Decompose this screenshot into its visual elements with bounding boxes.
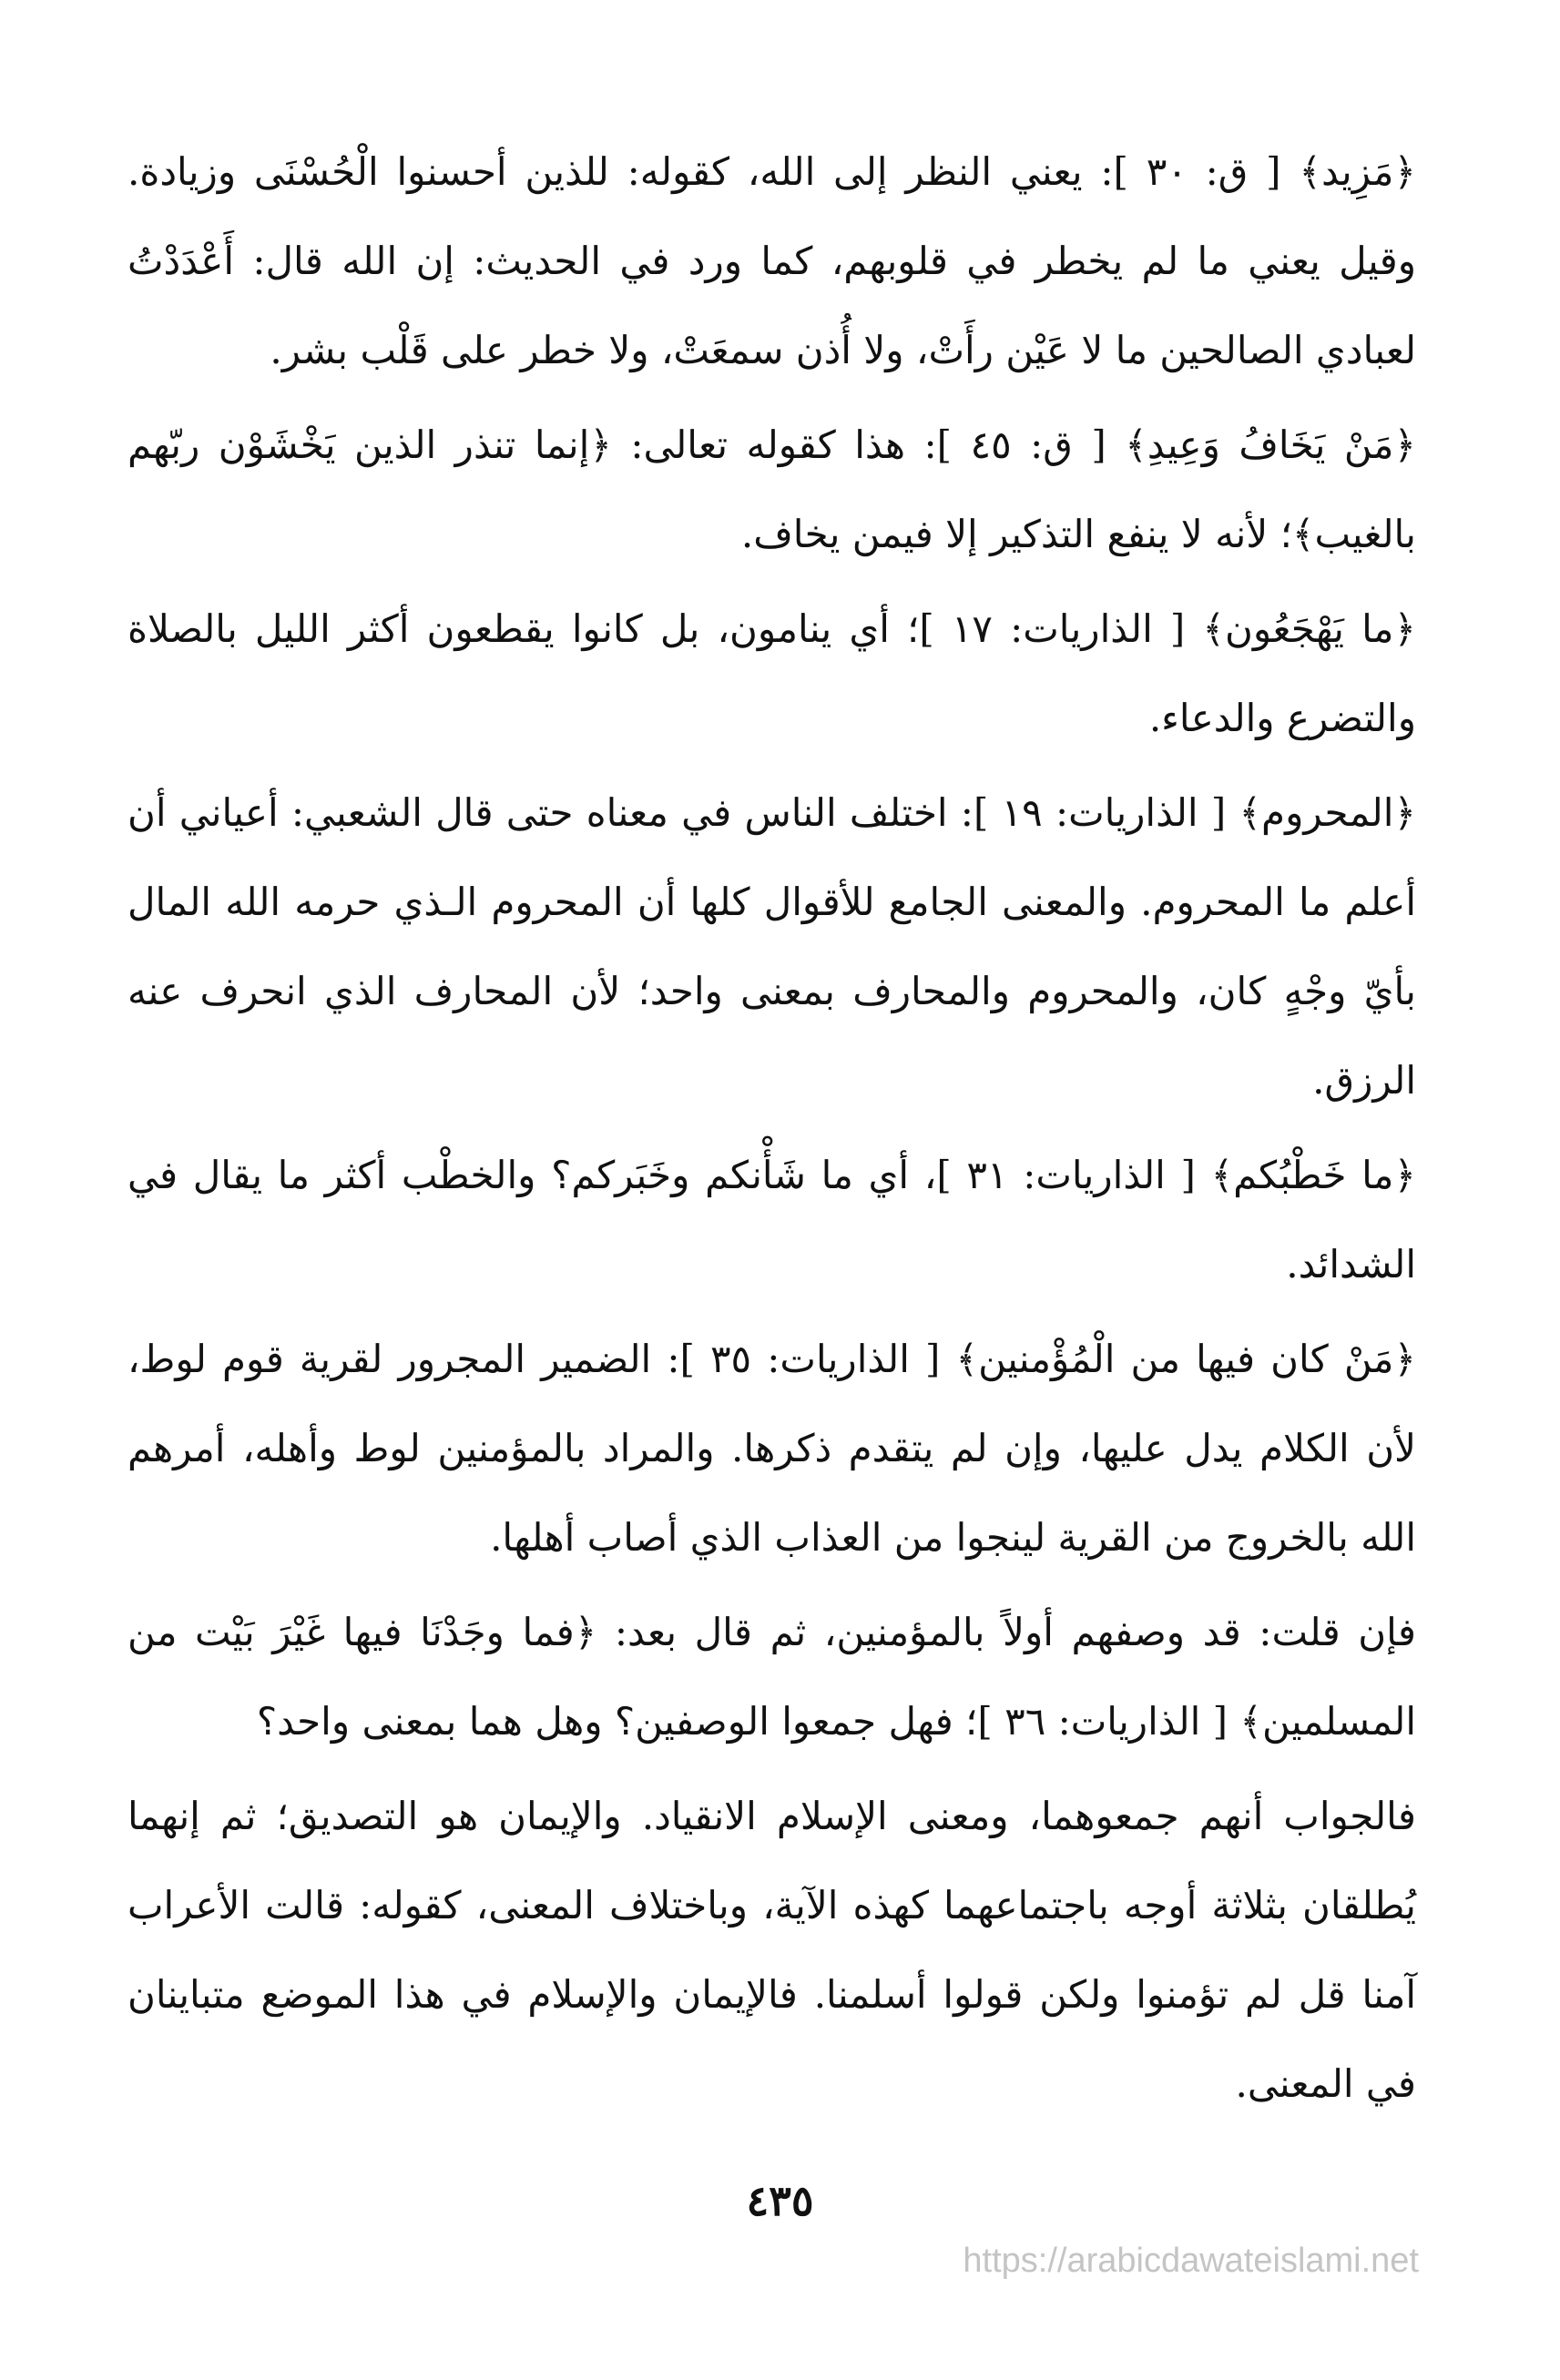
paragraph-answer: فالجواب أنهم جمعوهما، ومعنى الإسلام الانقياد. والإيمان هو التصديق؛ ثم إنهما يُطلقان بثلاثة أوجه باجتماعهما كهذه الآية، وباختلاف المعنى، كقوله: قالت الأعراب آمنا قل لم تؤمنوا ولكن قولوا أسلمنا. فالإيمان والإسلام في هذا الموضع متباينان في المعنى. <box>127 1794 1416 2106</box>
paragraph-yahjaun: ﴿ما يَهْجَعُون﴾ [ الذاريات: ١٧ ]؛ أي ينامون، بل كانوا يقطعون أكثر الليل بالصلاة والتضرع والدعاء. <box>127 606 1416 740</box>
page-number: ٤٣٥ <box>746 2176 814 2225</box>
watermark-url: https://arabicdawateislami.net <box>963 2242 1419 2280</box>
paragraph-man-yakhafu: ﴿مَنْ يَخَافُ وَعِيدِ﴾ [ ق: ٤٥ ]: هذا كقوله تعالى: ﴿إنما تنذر الذين يَخْشَوْن ربّهم بالغيب﴾؛ لأنه لا ينفع التذكير إلا فيمن يخاف. <box>127 422 1417 556</box>
paragraph-mahrum: ﴿المحروم﴾ [ الذاريات: ١٩ ]: اختلف الناس في معناه حتى قال الشعبي: أعياني أن أعلم ما المحروم. والمعنى الجامع للأقوال كلها أن المحروم الـذي حرمه الله المال بأيّ وجْهٍ كان، والمحروم والمحارف بمعنى واحد؛ لأن المحارف الذي انحرف عنه الرزق. <box>127 790 1416 1103</box>
paragraph-question: فإن قلت: قد وصفهم أولاً بالمؤمنين، ثم قال بعد: ﴿فما وجَدْنَا فيها غَيْرَ بَيْت من المسلمين﴾ [ الذاريات: ٣٦ ]؛ فهل جمعوا الوصفين؟ وهل هما بمعنى واحد؟ <box>127 1610 1416 1744</box>
paragraph-muminin: ﴿مَنْ كان فيها من الْمُؤْمنين﴾ [ الذاريات: ٣٥ ]: الضمير المجرور لقرية قوم لوط، لأن الكلام يدل عليها، وإن لم يتقدم ذكرها. والمراد بالمؤمنين لوط وأهله، أمرهم الله بالخروج من القرية لينجوا من العذاب الذي أصاب أهلها. <box>127 1337 1416 1560</box>
paragraph-khatbukum: ﴿ما خَطْبُكم﴾ [ الذاريات: ٣١ ]، أي ما شَأْنكم وخَبَركم؟ والخطْب أكثر ما يقال في الشدائد. <box>127 1153 1416 1287</box>
paragraph-mazid: ﴿مَزِيد﴾ [ ق: ٣٠ ]: يعني النظر إلى الله، كقوله: للذين أحسنوا الْحُسْنَى وزيادة. وقيل يعني ما لم يخطر في قلوبهم، كما ورد في الحديث: إن الله قال: أَعْدَدْتُ لعبادي الصالحين ما لا عَيْن رأَتْ، ولا أُذن سمعَتْ، ولا خطر على قَلْب بشر. <box>127 149 1416 372</box>
page-body <box>127 127 1416 2134</box>
